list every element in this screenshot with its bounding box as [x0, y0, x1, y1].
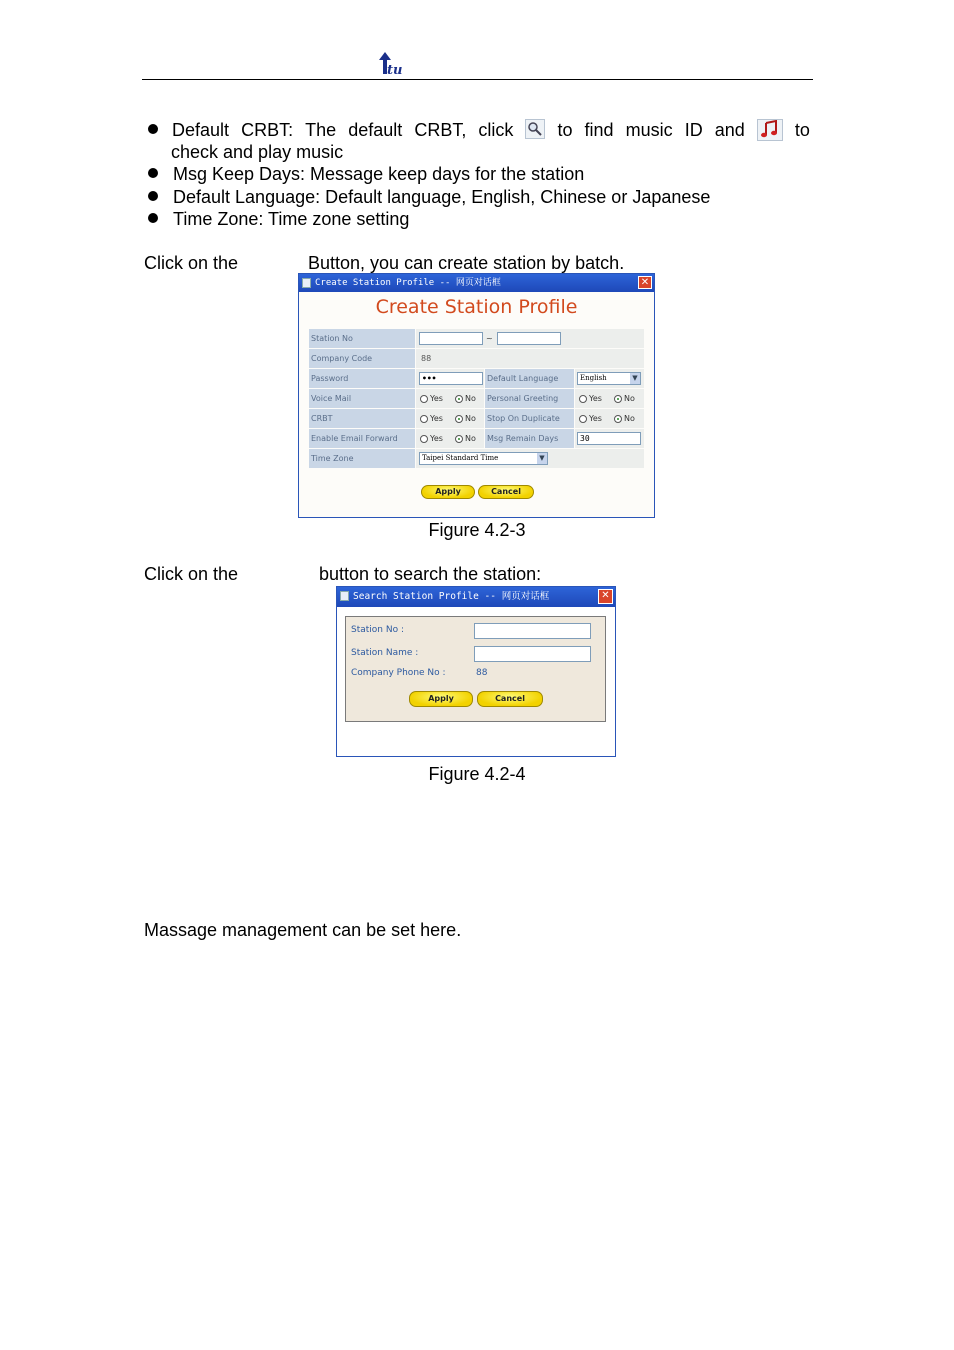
- crbt-yes-radio[interactable]: [420, 415, 428, 423]
- dialog-window-title: Search Station Profile -- 网页对话框: [353, 591, 550, 602]
- label-station-name: Station Name :: [351, 648, 419, 658]
- bullet-marker: [148, 213, 158, 223]
- para-massage-management: Massage management can be set here.: [144, 920, 462, 940]
- figure-caption: Figure 4.2-4: [428, 764, 526, 784]
- station-no-from-input[interactable]: [419, 332, 483, 345]
- radio-label: Yes: [430, 394, 443, 403]
- email-yes-radio[interactable]: [420, 435, 428, 443]
- personal-greeting-yes-radio[interactable]: [579, 395, 587, 403]
- label-stop-on-duplicate: Stop On Duplicate: [485, 409, 574, 428]
- bullet-time-zone: Time Zone: Time zone setting: [173, 209, 410, 229]
- word: click: [478, 120, 514, 140]
- search-station-dialog: [336, 586, 616, 757]
- company-code-value: 88: [416, 349, 644, 368]
- radio-label: Yes: [589, 394, 602, 403]
- bullet-default-crbt-line2: check and play music: [171, 142, 344, 162]
- station-no-input[interactable]: [474, 623, 591, 639]
- dialog-window-title: Create Station Profile -- 网页对话框: [315, 278, 501, 288]
- bullet-default-language: Default Language: Default language, English, Chinese or Japanese: [173, 187, 711, 207]
- music-note-icon[interactable]: [757, 119, 783, 141]
- default-language-value: English: [580, 374, 607, 382]
- label-time-zone: Time Zone: [309, 449, 415, 468]
- word: find: [584, 120, 614, 140]
- crbt-no-radio[interactable]: [455, 415, 463, 423]
- radio-label: Yes: [430, 434, 443, 443]
- word: ID: [684, 120, 703, 140]
- row-crbt: [309, 409, 644, 428]
- cancel-button[interactable]: Cancel: [477, 691, 543, 707]
- figure-caption: Figure 4.2-3: [428, 520, 526, 540]
- bullet-marker: [148, 168, 158, 178]
- stop-duplicate-yes-radio[interactable]: [579, 415, 587, 423]
- default-language-select[interactable]: [577, 372, 641, 385]
- station-no-to-input[interactable]: [497, 332, 561, 345]
- password-input[interactable]: •••: [419, 372, 483, 385]
- word: CRBT,: [414, 120, 467, 140]
- radio-label: No: [624, 414, 635, 423]
- email-no-radio[interactable]: [455, 435, 463, 443]
- search-panel: [345, 616, 606, 722]
- company-logo-icon: [376, 50, 408, 78]
- time-zone-select[interactable]: [419, 452, 548, 465]
- row-company-code: [309, 349, 644, 368]
- label-personal-greeting: Personal Greeting: [485, 389, 574, 408]
- label-company-phone: Company Phone No :: [351, 668, 446, 678]
- word: music: [625, 120, 673, 140]
- voice-mail-no-radio[interactable]: [455, 395, 463, 403]
- bullet-marker: [148, 124, 158, 134]
- row-password: [309, 369, 644, 388]
- row-email-forward: [309, 429, 644, 448]
- range-separator: ~: [486, 334, 493, 343]
- create-station-dialog: [298, 273, 655, 518]
- dialog-heading: Create Station Profile: [375, 296, 578, 318]
- magnifier-icon[interactable]: [525, 119, 545, 139]
- label-msg-remain-days: Msg Remain Days: [485, 429, 574, 448]
- apply-button[interactable]: Apply: [421, 485, 475, 499]
- radio-label: No: [465, 434, 476, 443]
- radio-label: No: [624, 394, 635, 403]
- para-search-before: Click on the: [144, 564, 239, 584]
- stop-duplicate-no-radio[interactable]: [614, 415, 622, 423]
- bullet-default-crbt-line1: [172, 119, 810, 141]
- label-station-no: Station No :: [351, 625, 404, 635]
- label-station-no: Station No: [309, 329, 415, 348]
- bullet-marker: [148, 191, 158, 201]
- msg-remain-days-input[interactable]: 30: [577, 432, 641, 445]
- label-password: Password: [309, 369, 415, 388]
- word: CRBT:: [241, 120, 294, 140]
- dialog-titlebar: [337, 587, 615, 607]
- apply-button[interactable]: Apply: [409, 691, 473, 707]
- personal-greeting-no-radio[interactable]: [614, 395, 622, 403]
- radio-label: Yes: [430, 414, 443, 423]
- para-search-after: button to search the station:: [319, 564, 542, 584]
- word: default: [348, 120, 403, 140]
- word: and: [714, 120, 745, 140]
- radio-label: No: [465, 394, 476, 403]
- chevron-down-icon: ▼: [537, 453, 547, 464]
- cancel-button[interactable]: Cancel: [478, 485, 534, 499]
- window-icon: [302, 278, 311, 288]
- label-default-language: Default Language: [485, 369, 574, 388]
- time-zone-value: Taipei Standard Time: [422, 454, 499, 462]
- close-icon[interactable]: ✕: [598, 589, 613, 604]
- svg-text:tu: tu: [387, 63, 403, 78]
- row-voice-mail: [309, 389, 644, 408]
- label-enable-email-forward: Enable Email Forward: [309, 429, 415, 448]
- label-company-code: Company Code: [309, 349, 415, 368]
- radio-label: No: [465, 414, 476, 423]
- chevron-down-icon: ▼: [630, 373, 640, 384]
- station-name-input[interactable]: [474, 646, 591, 662]
- para-create-after: Button, you can create station by batch.: [308, 253, 625, 273]
- bullet-msg-keep-days: Msg Keep Days: Message keep days for the station: [173, 164, 585, 184]
- row-time-zone: [309, 449, 644, 468]
- word: The: [305, 120, 337, 140]
- header-rule: [142, 79, 813, 80]
- word: to: [794, 120, 810, 140]
- dialog-titlebar: [299, 274, 654, 292]
- label-voice-mail: Voice Mail: [309, 389, 415, 408]
- row-station-no: [309, 329, 644, 348]
- radio-label: Yes: [589, 414, 602, 423]
- voice-mail-yes-radio[interactable]: [420, 395, 428, 403]
- close-icon[interactable]: ✕: [638, 276, 652, 289]
- word: to: [557, 120, 573, 140]
- company-phone-value: 88: [476, 668, 488, 678]
- para-create-before: Click on the: [144, 253, 239, 273]
- word: Default: [172, 120, 230, 140]
- label-crbt: CRBT: [309, 409, 415, 428]
- window-icon: [340, 591, 349, 601]
